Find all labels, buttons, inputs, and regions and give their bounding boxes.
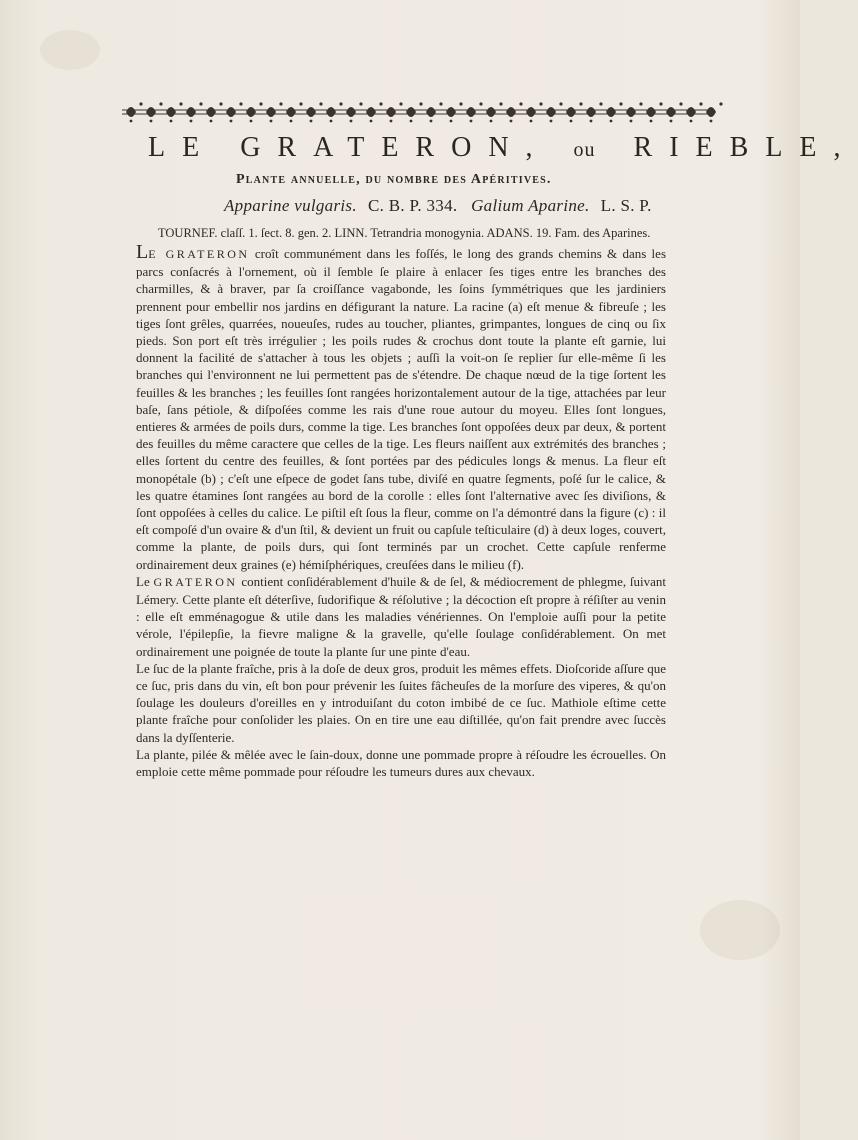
paragraph-4: La plante, pilée & mêlée avec le ſain-doux, donne une pommade propre à réſoudre les écrouelles. On emploie cette même pommade pour réſoudre les tumeurs dures aux chevaux.	[136, 746, 666, 780]
ornament-dot	[530, 120, 533, 123]
ornament-dot	[419, 102, 422, 105]
ornament-dot	[690, 120, 693, 123]
paper-stain	[40, 30, 100, 70]
subtitle: Plante annuelle, du nombre des Apéritives.	[236, 172, 552, 187]
ornament-motif	[626, 107, 636, 117]
ornament-dot	[350, 120, 353, 123]
ornament-dot	[339, 102, 342, 105]
ornament-motif	[606, 107, 616, 117]
ornament-dot	[490, 120, 493, 123]
ornament-motif	[386, 107, 396, 117]
ornament-dot	[299, 102, 302, 105]
ornament-motif	[546, 107, 556, 117]
ornament-dot	[130, 120, 133, 123]
ornament-dot	[410, 120, 413, 123]
ornament-dot	[699, 102, 702, 105]
ornament-dot	[519, 102, 522, 105]
paragraph-1	[136, 241, 667, 573]
paper-stain	[700, 900, 780, 960]
ornament-dot	[510, 120, 513, 123]
ornament-dot	[230, 120, 233, 123]
ornament-dot	[479, 102, 482, 105]
ornament-dot	[179, 102, 182, 105]
ornament-dot	[579, 102, 582, 105]
ornament-dot	[659, 102, 662, 105]
synonym-b: C. B. P. 334.	[368, 196, 458, 215]
paragraph-2-lead: Le	[136, 573, 150, 589]
synonym-d: L. S. P.	[600, 196, 652, 215]
ornament-dot	[539, 102, 542, 105]
ornament-dot	[379, 102, 382, 105]
ornament-motif	[426, 107, 436, 117]
ornament-dot	[330, 120, 333, 123]
ornament-dot	[370, 120, 373, 123]
ornament-dot	[459, 102, 462, 105]
ornament-dot	[190, 120, 193, 123]
ornament-motif	[526, 107, 536, 117]
ornament-dot	[619, 102, 622, 105]
ornament-dot	[270, 120, 273, 123]
smallcaps-name: GRATERON	[153, 574, 238, 589]
ornament-motif	[226, 107, 236, 117]
ornament-motif	[586, 107, 596, 117]
ornament-motif	[126, 107, 136, 117]
ornament-motif	[446, 107, 456, 117]
ornament-motif	[326, 107, 336, 117]
ornament-motif	[266, 107, 276, 117]
ornament-motif	[666, 107, 676, 117]
ornament-motif	[486, 107, 496, 117]
ornament-motif	[686, 107, 696, 117]
ornament-dot	[550, 120, 553, 123]
ornament-dot	[439, 102, 442, 105]
ornament-dot	[319, 102, 322, 105]
ornament-dot	[639, 102, 642, 105]
paragraph-2	[136, 573, 666, 660]
ornament-dot	[170, 120, 173, 123]
body-text	[136, 241, 667, 780]
ornament-dot	[279, 102, 282, 105]
ornament-motif	[306, 107, 316, 117]
ornament-dot	[450, 120, 453, 123]
ornament-motif	[206, 107, 216, 117]
ornament-dot	[679, 102, 682, 105]
ornament-dot	[570, 120, 573, 123]
ornament-motif	[166, 107, 176, 117]
page-title	[148, 132, 858, 164]
title-part1: LE GRATERON,	[148, 132, 550, 163]
smallcaps-name: E GRATERON	[148, 247, 250, 261]
ornament-motif	[506, 107, 516, 117]
ornament-dot	[719, 102, 722, 105]
ornament-dot	[210, 120, 213, 123]
references-line: TOURNEF. claſſ. 1. ſect. 8. gen. 2. LINN. Tetrandria monogynia. ADANS. 19. Fam. des Aparines.	[158, 226, 651, 240]
ornament-motif	[406, 107, 416, 117]
ornament-motif	[466, 107, 476, 117]
paragraph-2-text: contient conſidérablement d'huile & de ſel, & médiocrement de phlegme, ſuivant Lémery. Cette plante eſt déterſive, ſudorifique & réſolutive ; la décoction eſt propre à réſiſter au venin : elle eſt emménagogue & utile dans les maladies vénériennes. On l'emploie auſſi pour la petite vérole, l'épilepſie, la fievre maligne & la gravelle, qu'elle ſoulage conſidérablement. On met ordinairement une poignée de toute la plante ſur une pinte d'eau.	[136, 573, 667, 659]
ornament-dot	[630, 120, 633, 123]
drop-cap: L	[136, 241, 149, 263]
ornament-dot	[290, 120, 293, 123]
ornament-dot	[710, 120, 713, 123]
paragraph-3: Le ſuc de la plante fraîche, pris à la doſe de deux gros, produit les mêmes effets. Dioſcoride aſſure que ce ſuc, pris dans du vin, eſt bon pour prévenir les ſuites fâcheuſes de la morſure des viperes, & qu'on ſoulage les douleurs d'oreilles en y introduiſant du coton imbibé de ce ſuc. Mathiole eſtime cette plante fraîche pour conſolider les plaies. On en tire une eau diſtillée, qu'on fait prendre avec ſuccès dans la dyſſenterie.	[136, 660, 666, 745]
synonym-c: Galium Aparine.	[471, 196, 590, 215]
ornament-motif	[246, 107, 256, 117]
ornament-dot	[150, 120, 153, 123]
ornament-motif	[366, 107, 376, 117]
title-part2: RIEBLE,	[633, 132, 858, 163]
ornament-dot	[159, 102, 162, 105]
ornament-dot	[390, 120, 393, 123]
ornament-dot	[499, 102, 502, 105]
ornament-dot	[610, 120, 613, 123]
ornament-dot	[250, 120, 253, 123]
ornament-motif	[146, 107, 156, 117]
ornament-dot	[670, 120, 673, 123]
synonym-a: Apparine vulgaris.	[224, 196, 357, 215]
synonym-line	[224, 196, 652, 216]
ornament-dot	[650, 120, 653, 123]
ornament-dot	[199, 102, 202, 105]
ornament-dot	[399, 102, 402, 105]
ornament-dot	[139, 102, 142, 105]
ornament-dot	[559, 102, 562, 105]
ornament-dot	[599, 102, 602, 105]
ornament-dot	[359, 102, 362, 105]
decorative-border	[118, 96, 714, 126]
title-ou: ou	[573, 139, 596, 161]
ornament-dot	[590, 120, 593, 123]
paragraph-1-text: croît communément dans les foſſés, le long des grands chemins & dans les parcs conſacrés à l'ornement, où il ſemble ſe plaire à enlacer ſes tiges entre les branches des charmilles, & à braver, par ſa croiſſance vagabonde, les ſoins ſymmétriques que les jardiniers prennent pour embellir nos jardins en défigurant la nature. La racine (a) eſt menue & fibreuſe ; les tiges ſont grêles, quarrées, noueuſes, rudes au toucher, pliantes, grimpantes, longues de cinq ou ſix pieds. Son port eſt très irrégulier ; les poils rudes & crochus dont toute la plante eſt garnie, lui donnent la facilité de s'attacher à tous les objets ; auſſi la voit-on ſe replier ſur elle-même ſi les branches qui l'environnent ne lui permettent pas de s'étendre. De chaque nœud de la tige ſortent les feuilles & les branches ; les feuilles ſont rangées horizontalement autour de la tige, attachées par leur baſe, ſans pétiole, & diſpoſées comme les rais d'une roue autour du moyeu. Elles ſont longues, entieres & armées de poils durs, comme la tige. Les branches ſont oppoſées deux par deux, & portent des feuilles du même caractere que celles de la tige. Les fleurs naiſſent aux extrémités des branches ; elles ſortent du centre des feuilles, & ſont portées par des pédicules longs & menus. La fleur eſt monopétale (b) ; c'eſt une eſpece de godet ſans tube, diviſé en quatre ſegments, poſé ſur le calice, & les quatre étamines ſont rangées au bord de la corolle : elles ſont l'alternative avec ſes diviſions, & ſont oppoſées à celles du calice. Le piſtil eſt ſous la fleur, comme on l'a démontré dans la figure (c) : il eſt compoſé d'un ovaire & d'un ſtil, & devient un fruit ou capſule teſticulaire (d) à deux loges, couvert, comme la plante, de poils durs, qui ſont terminés par un crochet. Cette capſule renferme ordinairement deux graines (e) hémiſphériques, creuſées dans le milieu (f).	[136, 246, 667, 572]
ornament-dot	[310, 120, 313, 123]
ornament-motif	[346, 107, 356, 117]
ornament-motif	[186, 107, 196, 117]
ornament-motif	[706, 107, 716, 117]
ornament-dot	[259, 102, 262, 105]
ornament-dot	[430, 120, 433, 123]
ornament-dot	[219, 102, 222, 105]
ornament-motif	[286, 107, 296, 117]
ornament-motif	[646, 107, 656, 117]
ornament-dot	[239, 102, 242, 105]
ornament-dot	[470, 120, 473, 123]
ornament-motif	[566, 107, 576, 117]
